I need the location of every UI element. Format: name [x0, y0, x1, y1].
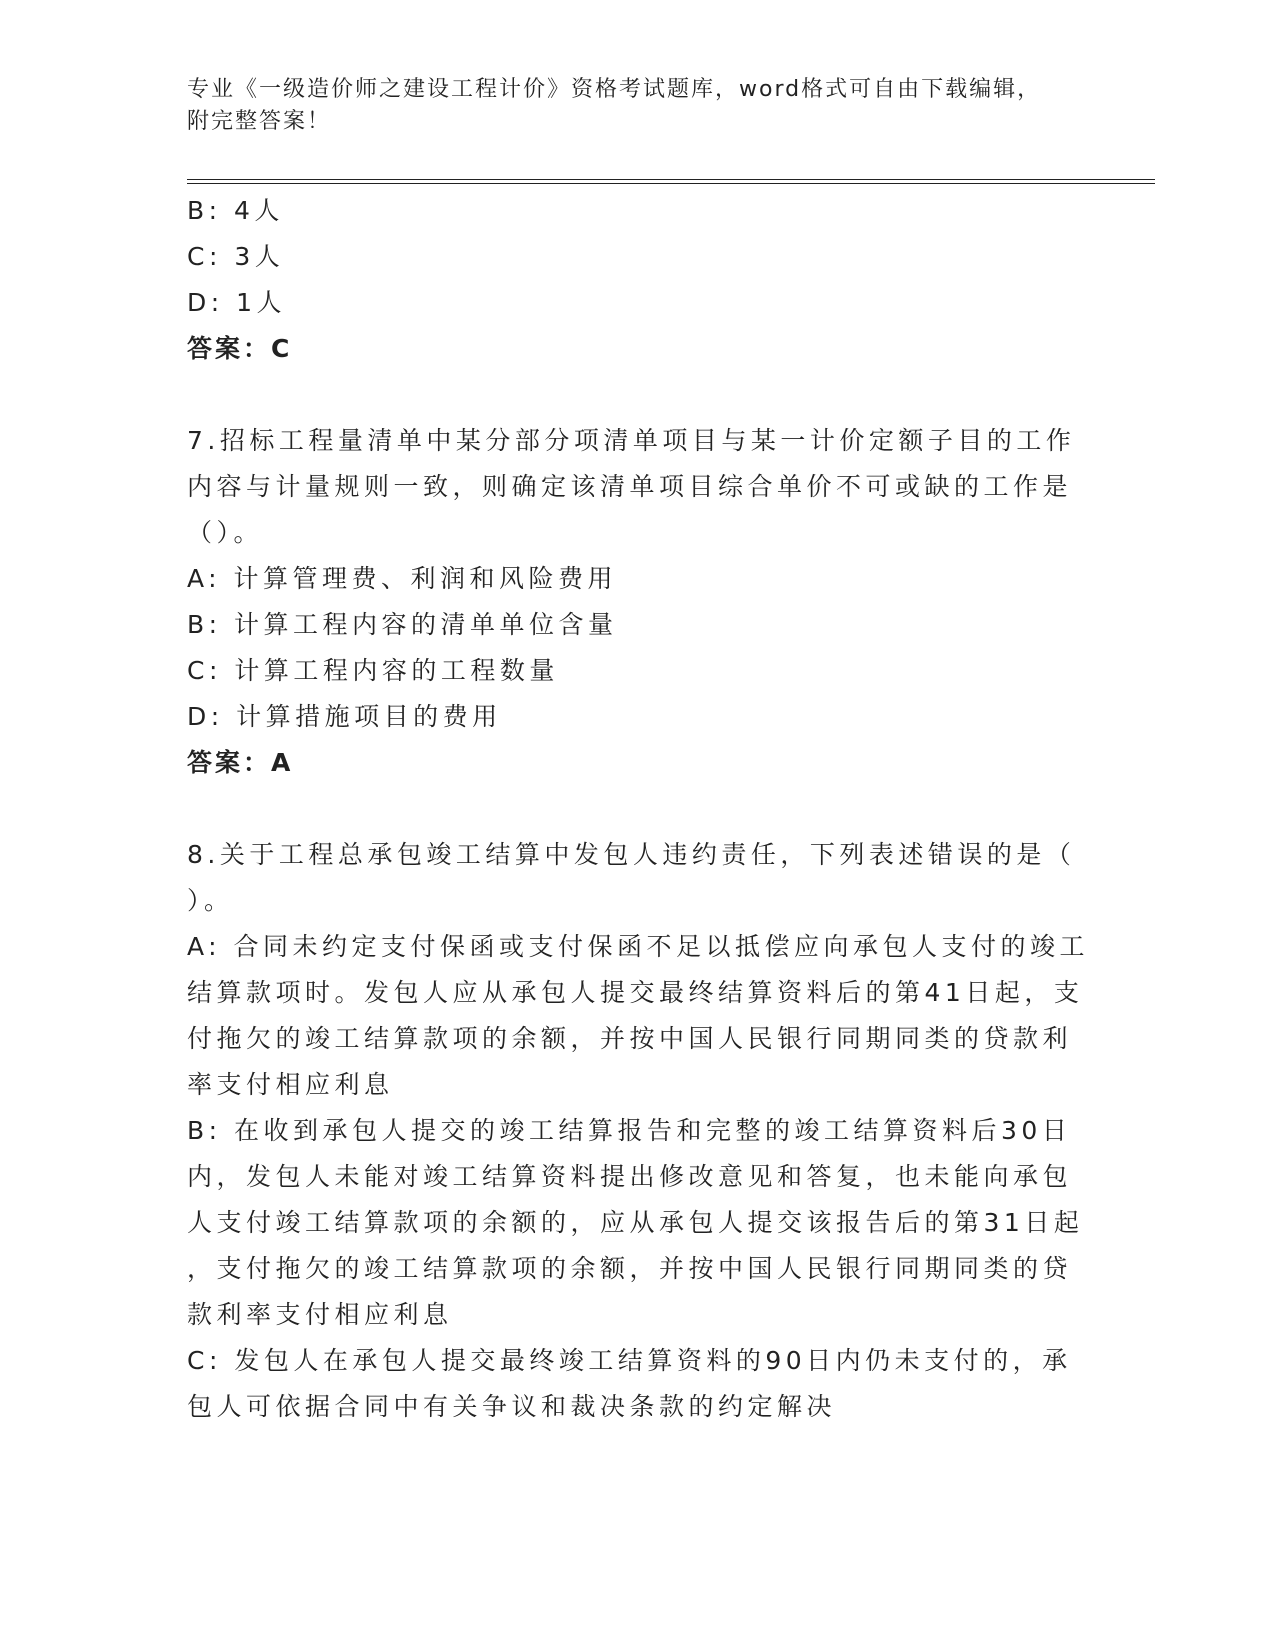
q8-option-c-line-2: 包人可依据合同中有关争议和裁决条款的约定解决 [187, 1392, 837, 1421]
q8-option-b-line-4: ，支付拖欠的竣工结算款项的余额，并按中国人民银行同期同类的贷 [187, 1254, 1073, 1283]
q8-option-a-line-4: 率支付相应利息 [187, 1070, 394, 1099]
spacer [187, 372, 1087, 418]
q6-option-b: B: 4人 [187, 196, 284, 225]
q7-answer: 答案：A [187, 748, 294, 777]
q7-option-b: B: 计算工程内容的清单单位含量 [187, 610, 618, 639]
q7-option-d: D: 计算措施项目的费用 [187, 702, 502, 731]
question-7 [187, 418, 1087, 786]
q8-stem-line-2: ）。 [187, 886, 234, 915]
q8-option-b-line-5: 款利率支付相应利息 [187, 1300, 453, 1329]
question-6-options [187, 188, 1087, 372]
q8-option-b-line-1: B: 在收到承包人提交的竣工结算报告和完整的竣工结算资料后30日 [187, 1116, 1072, 1145]
spacer [187, 786, 1087, 832]
q7-stem-line-2: 内容与计量规则一致，则确定该清单项目综合单价不可或缺的工作是 [187, 472, 1073, 501]
q7-stem-line-3: （）。 [187, 518, 264, 547]
q6-answer: 答案：C [187, 334, 293, 363]
q7-option-a: A: 计算管理费、利润和风险费用 [187, 564, 618, 593]
document-body [187, 188, 1090, 1430]
header-line-2: 附完整答案！ [187, 109, 332, 134]
q8-option-a-line-3: 付拖欠的竣工结算款项的余额，并按中国人民银行同期同类的贷款利 [187, 1024, 1073, 1053]
q6-option-d: D: 1人 [187, 288, 287, 317]
q8-option-a-line-1: A: 合同未约定支付保函或支付保函不足以抵偿应向承包人支付的竣工 [187, 932, 1090, 961]
q6-option-c: C: 3人 [187, 242, 285, 271]
header-divider-top [187, 179, 1155, 180]
q8-option-b-line-3: 人支付竣工结算款项的余额的，应从承包人提交该报告后的第31日起 [187, 1208, 1084, 1237]
q8-stem-line-1: 8.关于工程总承包竣工结算中发包人违约责任，下列表述错误的是（ [187, 840, 1076, 869]
q8-option-a-line-2: 结算款项时。发包人应从承包人提交最终结算资料后的第41日起，支 [187, 978, 1084, 1007]
header-divider-bottom [187, 183, 1155, 184]
q8-option-c-line-1: C: 发包人在承包人提交最终竣工结算资料的90日内仍未支付的，承 [187, 1346, 1072, 1375]
q7-stem-line-1: 7.招标工程量清单中某分部分项清单项目与某一计价定额子目的工作 [187, 426, 1076, 455]
q7-option-c: C: 计算工程内容的工程数量 [187, 656, 559, 685]
question-8 [187, 832, 1090, 1430]
page-header [187, 74, 1067, 138]
q8-option-b-line-2: 内，发包人未能对竣工结算资料提出修改意见和答复，也未能向承包 [187, 1162, 1073, 1191]
header-line-1: 专业《一级造价师之建设工程计价》资格考试题库，word格式可自由下载编辑， [187, 77, 1042, 102]
